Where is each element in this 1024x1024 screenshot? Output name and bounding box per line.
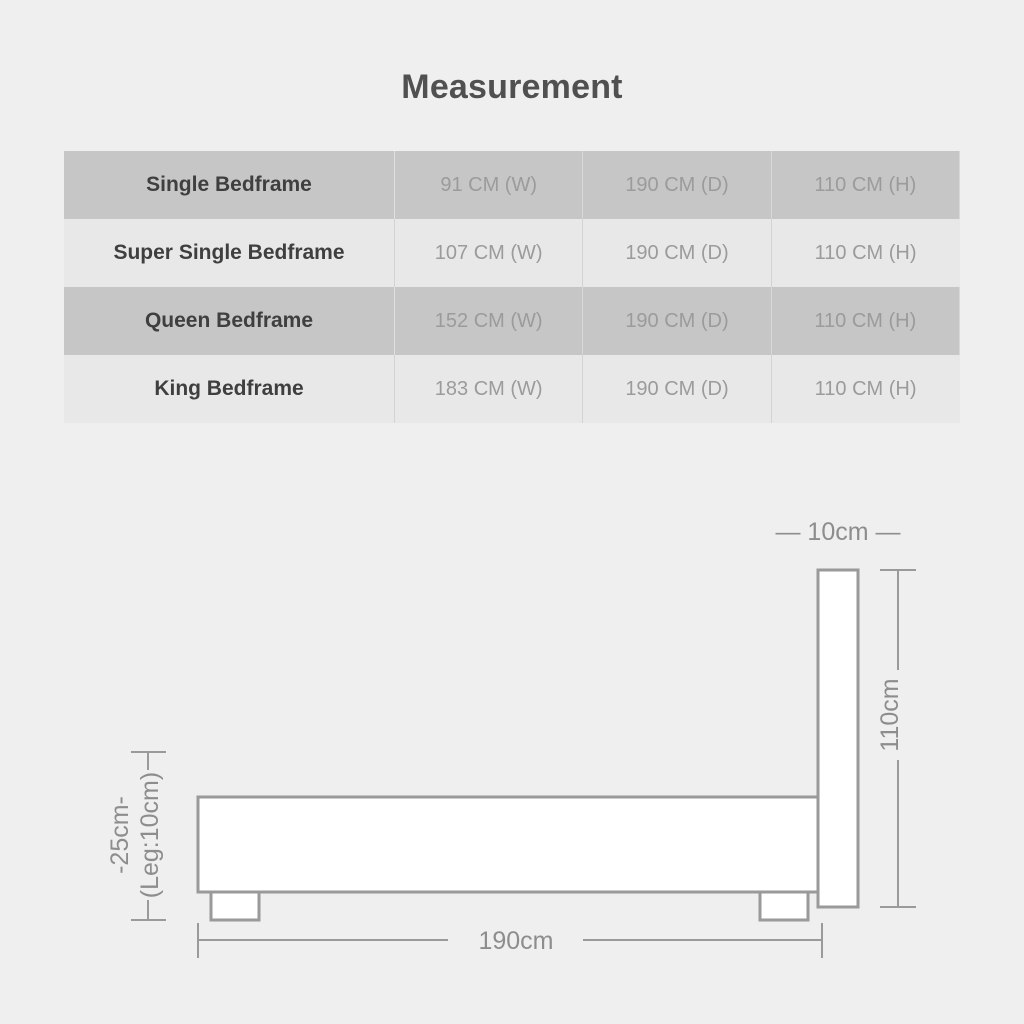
table-row — [64, 355, 960, 423]
row-height: 110 CM (H) — [771, 151, 959, 219]
row-width: 183 CM (W) — [395, 355, 583, 423]
bed-length-label: 190cm — [478, 927, 554, 955]
leg-height-label: (Leg:10cm) — [136, 771, 164, 899]
row-depth: 190 CM (D) — [583, 151, 771, 219]
row-label: Queen Bedframe — [64, 287, 395, 355]
row-depth: 190 CM (D) — [583, 287, 771, 355]
row-height: 110 CM (H) — [771, 219, 959, 287]
bedframe-leg-right-shape — [760, 892, 808, 920]
headboard-height-label: 110cm — [876, 678, 904, 752]
row-label: Single Bedframe — [64, 151, 395, 219]
row-label: King Bedframe — [64, 355, 395, 423]
bedframe-body-shape — [198, 797, 818, 892]
headboard-thickness-label: — 10cm — — [775, 518, 901, 546]
bedframe-diagram — [0, 470, 1024, 1024]
table-row — [64, 151, 960, 219]
measurement-table — [64, 151, 960, 423]
row-width: 152 CM (W) — [395, 287, 583, 355]
headboard-shape — [818, 570, 858, 907]
bedframe-leg-left-shape — [211, 892, 259, 920]
table-row — [64, 219, 960, 287]
row-height: 110 CM (H) — [771, 287, 959, 355]
frame-height-label: -25cm- — [106, 796, 134, 874]
row-width: 91 CM (W) — [395, 151, 583, 219]
row-label: Super Single Bedframe — [64, 219, 395, 287]
row-depth: 190 CM (D) — [583, 355, 771, 423]
row-width: 107 CM (W) — [395, 219, 583, 287]
table-row — [64, 287, 960, 355]
row-height: 110 CM (H) — [771, 355, 959, 423]
page-title: Measurement — [401, 68, 623, 106]
row-depth: 190 CM (D) — [583, 219, 771, 287]
